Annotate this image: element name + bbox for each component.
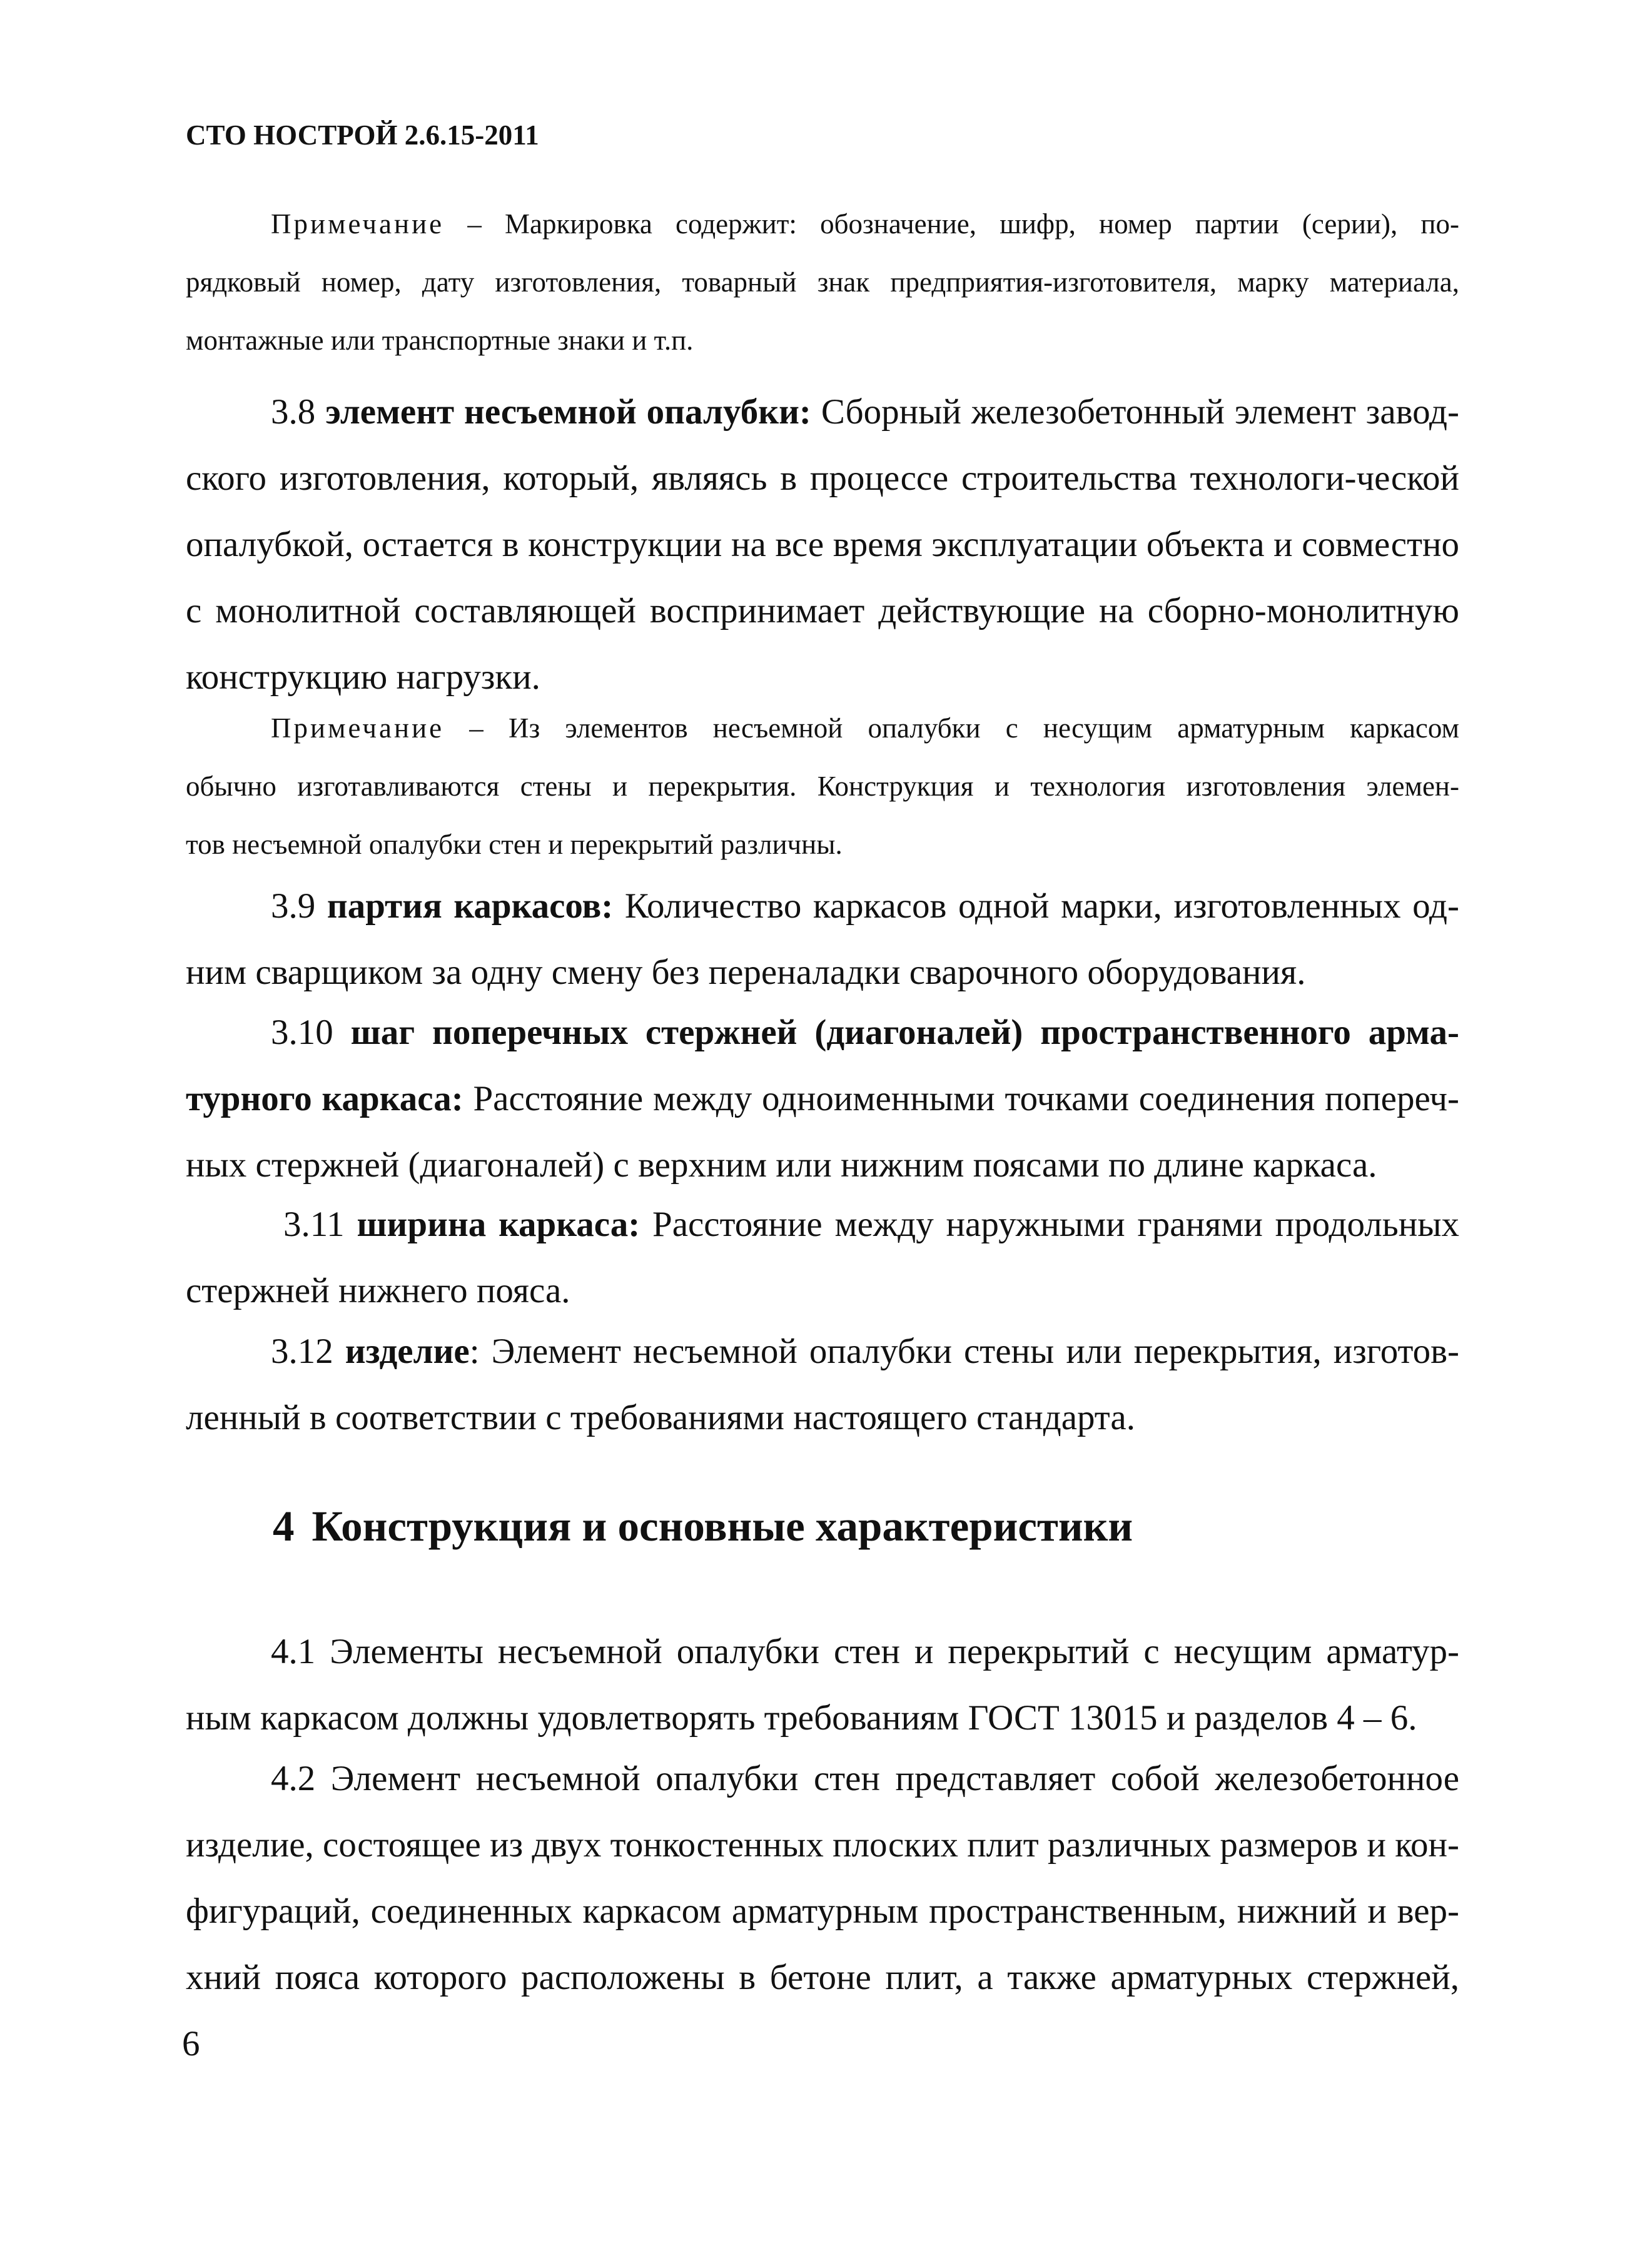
definition-text: Сборный железобетонный элемент завод- — [811, 392, 1459, 432]
section-title: Конструкция и основные характеристики — [311, 1502, 1133, 1550]
paragraph-line: ных стержней (диагоналей) с верхним или нижним поясами по длине каркаса. — [186, 1145, 1377, 1185]
note-text: – Маркировка содержит: обозначение, шифр, номер партии (серии), по- — [444, 208, 1459, 240]
note-line: тов несъемной опалубки стен и перекрытий различны. — [186, 829, 843, 860]
clause-number: 3.8 — [271, 392, 316, 432]
clause-number: 3.10 — [271, 1013, 333, 1052]
definition-3-11 — [186, 1192, 1459, 1324]
term: шаг поперечных стержней (диагоналей) пространственного арма- — [350, 1013, 1459, 1052]
paragraph-line: с монолитной составляющей воспринимает действующие на сборно-монолитную — [186, 591, 1459, 630]
definition-3-9 — [186, 873, 1459, 1006]
note-elements — [186, 699, 1459, 874]
paragraph-line: стержней нижнего пояса. — [186, 1271, 570, 1310]
clause-number: 3.9 — [271, 886, 316, 926]
paragraph-line: хний пояса которого расположены в бетоне плит, а также арматурных стержней, — [186, 1958, 1459, 1997]
section-heading — [273, 1498, 1133, 1554]
clause-number: 3.12 — [271, 1332, 333, 1371]
note-line: обычно изготавливаются стены и перекрытия. Конструкция и технология изготовления элемен- — [186, 771, 1459, 802]
definition-3-10 — [186, 1000, 1459, 1198]
definition-3-12 — [186, 1319, 1459, 1451]
page-number: 6 — [182, 2024, 200, 2063]
document-header: СТО НОСТРОЙ 2.6.15-2011 — [186, 119, 539, 151]
clause-4-2 — [186, 1746, 1459, 2011]
note-line: монтажные или транспортные знаки и т.п. — [186, 325, 694, 356]
note-text: – Из элементов несъемной опалубки с несущим арматурным каркасом — [444, 712, 1459, 744]
paragraph-line: изделие, состоящее из двух тонкостенных плоских плит различных размеров и кон- — [186, 1825, 1459, 1865]
paragraph-line: опалубкой, остается в конструкции на все время эксплуатации объекта и совместно — [186, 525, 1459, 564]
term: ширина каркаса: — [357, 1205, 640, 1244]
definition-text: Расстояние между одноименными точками соединения попереч- — [463, 1079, 1459, 1118]
term: партия каркасов: — [327, 886, 614, 926]
paragraph-line: конструкцию нагрузки. — [186, 657, 540, 697]
definition-text: Расстояние между наружными гранями продольных — [640, 1205, 1460, 1244]
clause-4-1 — [186, 1619, 1459, 1751]
paragraph-line: ленный в соответствии с требованиями настоящего стандарта. — [186, 1398, 1135, 1437]
term-continued: турного каркаса: — [186, 1079, 463, 1118]
definition-text: : Элемент несъемной опалубки стены или перекрытия, изготов- — [469, 1332, 1460, 1371]
definition-text: Количество каркасов одной марки, изготовленных од- — [613, 886, 1460, 926]
paragraph-line: фигураций, соединенных каркасом арматурным пространственным, нижний и вер- — [186, 1891, 1459, 1931]
definition-3-8 — [186, 379, 1459, 711]
clause-number: 3.11 — [283, 1205, 345, 1244]
note-label: Примечание — [271, 712, 445, 744]
paragraph-line: 4.1 Элементы несъемной опалубки стен и перекрытий с несущим арматур- — [271, 1632, 1459, 1671]
note-line: рядковый номер, дату изготовления, товарный знак предприятия-изготовителя, марку материала, — [186, 266, 1459, 298]
paragraph-line: ным каркасом должны удовлетворять требованиям ГОСТ 13015 и разделов 4 – 6. — [186, 1698, 1417, 1738]
paragraph-line: ним сварщиком за одну смену без переналадки сварочного оборудования. — [186, 953, 1306, 992]
term: элемент несъемной опалубки: — [325, 392, 811, 432]
note-label: Примечание — [271, 208, 445, 240]
section-number: 4 — [273, 1502, 295, 1550]
paragraph-line: 4.2 Элемент несъемной опалубки стен представляет собой железобетонное — [271, 1759, 1459, 1798]
paragraph-line: ского изготовления, который, являясь в процессе строительства технологи-ческой — [186, 458, 1459, 498]
note-marking — [186, 195, 1459, 370]
term: изделие — [345, 1332, 470, 1371]
